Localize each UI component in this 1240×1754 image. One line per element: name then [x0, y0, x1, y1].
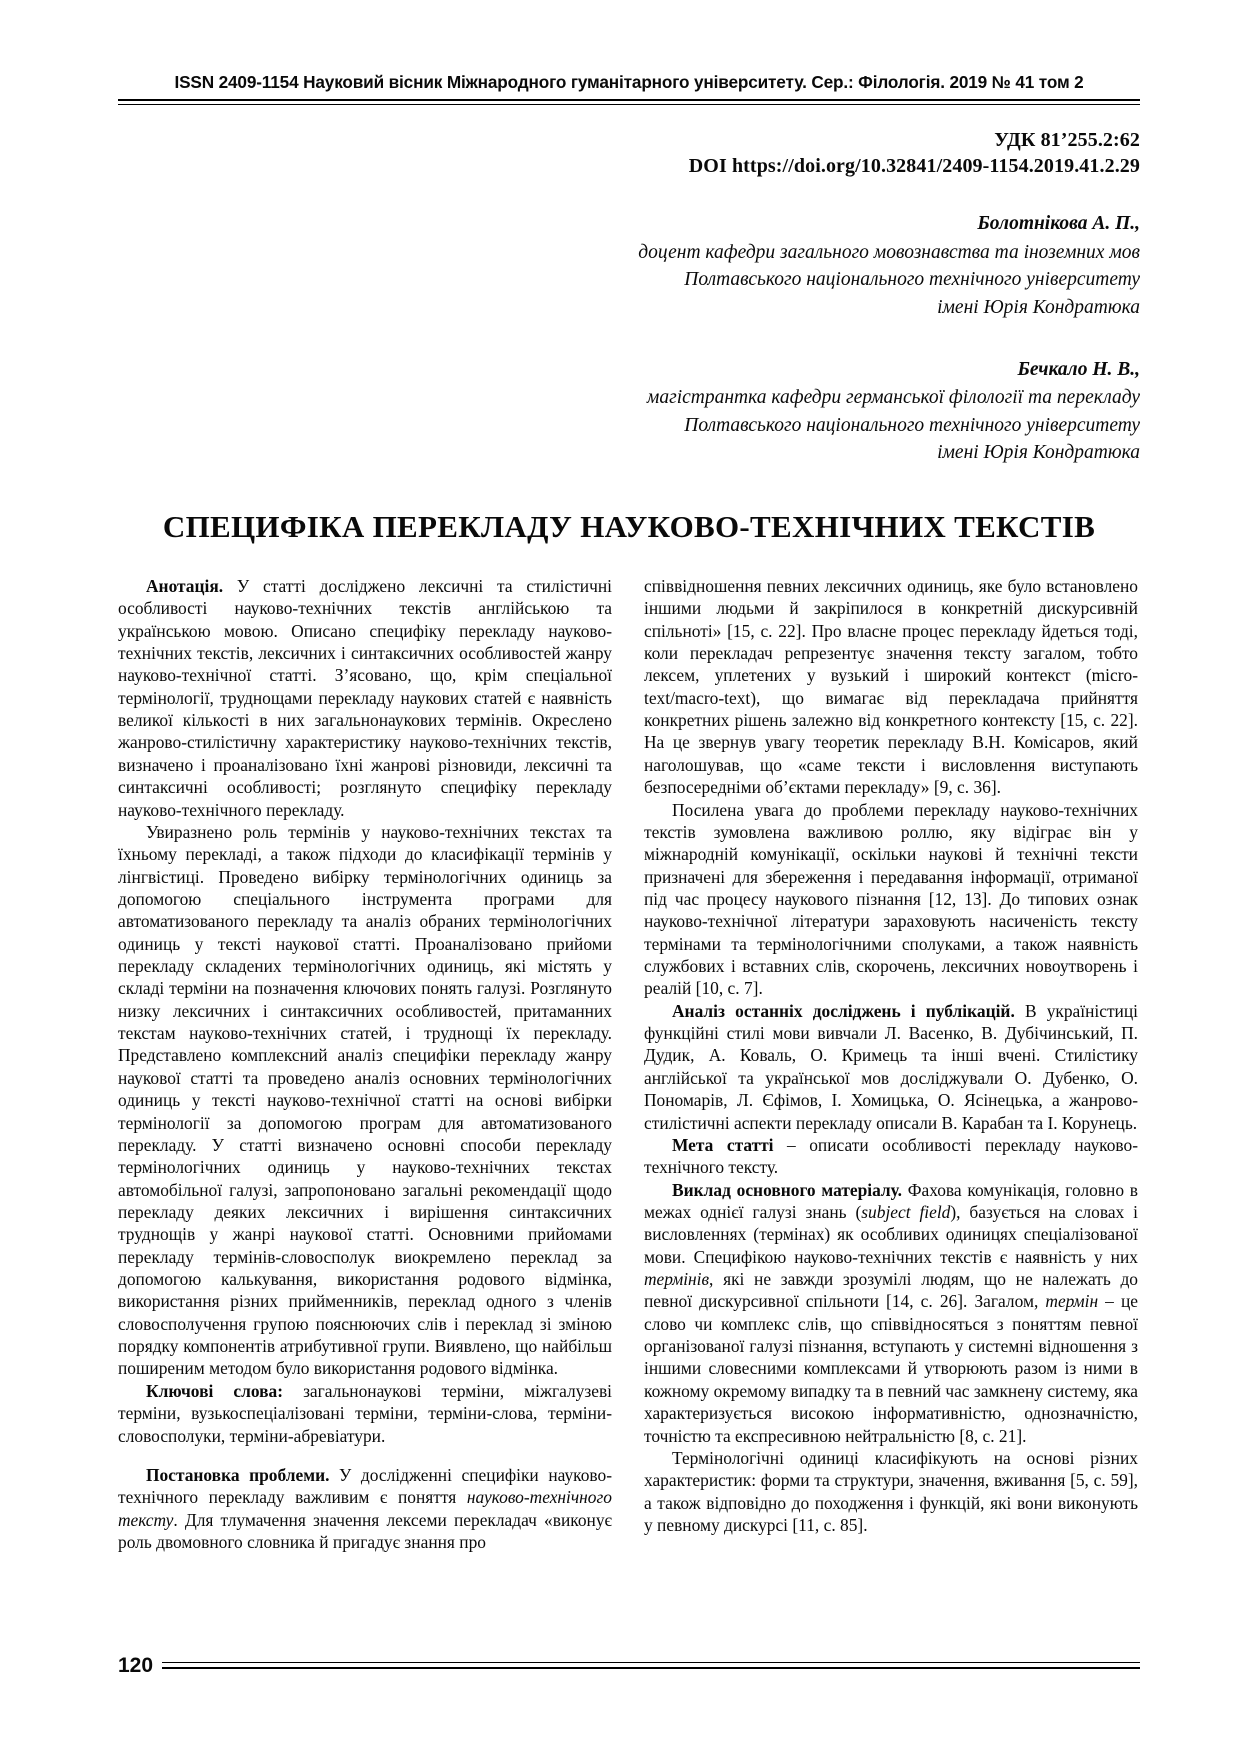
- article-body: [118, 575, 1140, 1553]
- right-paragraph-1: співвідношення певних лексичних одиниць, яке було встановлено іншими людьми й закріпилося в конкретній дискурсивній спільноті» [15, с. 22]. Про власне процес перекладу йдеться тоді, коли перекладач репрезентує значення тексту загалом, тобто лексем, уплетених у вузький і широкий контекст (micro-text/macro-text), що вимагає від перекладача прийняття конкретних рішень залежно від конкретного контексту [15, с. 22]. На це звернув увагу теоретик перекладу В.Н. Комісаров, який наголошував, що «саме тексти і висловлення виступають безпосередніми об’єктами перекладу» [9, с. 36].: [644, 575, 1138, 798]
- running-head: ISSN 2409-1154 Науковий вісник Міжнародного гуманітарного університету. Сер.: Філологія. 2019 № 41 том 2: [174, 72, 1084, 92]
- author-name: Болотнікова А. П.,: [977, 213, 1140, 235]
- author-affiliation-line: імені Юрія Кондратюка: [937, 442, 1140, 464]
- problem-statement-paragraph: [118, 1464, 612, 1553]
- main-text-d: – це слово чи комплекс слів, що співвідносяться з поняттям певної організованої галузі пізнання, вступають у системні відношення з іншими словесними комплексами й утворюють разом із ними в кожному окремому випадку та в певний час замкнену систему, яка характеризується високою інформативністю, однозначністю, точністю та експресивною нейтральністю [8, с. 21].: [644, 1291, 1138, 1446]
- abstract-paragraph-2: Увиразнено роль термінів у науково-технічних текстах та їхньому перекладі, а також підходи до класифікації термінів у лінгвістиці. Проведено вибірку термінологічних одиниць за допомогою спеціального інструмента програми для автоматизованого перекладу та аналіз обраних термінологічних одиниць у тексті наукової статті. Проаналізовано прийоми перекладу складених термінологічних одиниць, які містять у складі терміни на позначення ключових понять галузі. Розглянуто низку лексичних і синтаксичних особливостей, притаманних текстам науково-технічних статей, і труднощі їх перекладу. Представлено комплексний аналіз специфіки перекладу жанру наукової статті та проведено аналіз основних термінологічних одиниць у тексті науково-технічної статті на основі вибірки термінології за допомогою програм для автоматизованого перекладу. У статті визначено основні способи перекладу термінологічних одиниць у науково-технічних текстах автомобільної галузі, запропоновано загальні рекомендації щодо перекладу деяких лексичних і вирішення синтаксичних труднощів у жанрі наукової статті. Основними прийомами перекладу термінів-словосполук виокремлено переклад за допомогою калькування, використання родового відмінка, використання різних прийменників, переклад одного з членів словосполучення групою пояснюючих слів і переклад зі зміною порядку компонентів атрибутивної групи. Виявлено, що найбільш поширеним методом було використання родового відмінка.: [118, 821, 612, 1379]
- analysis-paragraph: [644, 1000, 1138, 1134]
- abstract-paragraph: [118, 575, 612, 821]
- keywords-text: загальнонаукові терміни, міжгалузеві терміни, вузькоспеціалізовані терміни, терміни-слова, терміни-словосполуки, терміни-абревіатури.: [118, 1380, 612, 1446]
- author-affiliation-line: Полтавського національного технічного університету: [684, 269, 1140, 291]
- left-column: [118, 575, 612, 1553]
- abstract-text: У статті досліджено лексичні та стилістичні особливості науково-технічних текстів англійською та українською мовою. Описано специфіку перекладу науково-технічних текстів, лексичних і синтаксичних особливостей жанру науково-технічної статті. З’ясовано, що, крім спеціальної термінології, труднощами перекладу наукових статей є наявність великої кількості в них загальнонаукових термінів. Окреслено жанрово-стилістичну характеристику науково-технічних текстів, визначено і проаналізовано їхні жанрові різновиди, лексичні та синтаксичні особливості; розглянуто специфіку перекладу науково-технічного перекладу.: [118, 575, 612, 820]
- problem-term-italic: науково-технічного тексту: [118, 1487, 612, 1530]
- author-name: Бечкало Н. В.,: [1017, 358, 1140, 380]
- abstract-label: Анотація.: [146, 575, 224, 596]
- right-paragraph-2: Посилена увага до проблеми перекладу науково-технічних текстів зумовлена важливою роллю, яку відіграє він у міжнародній комунікації, оскільки наукові й технічні тексти призначені для збереження і передавання інформації, отриманої під час процесу наукового пізнання [12, 13]. До типових ознак науково-технічної літератури зараховують насиченість тексту термінами та термінологічними сполуками, а також наявність службових і вставних слів, скорочень, лексичних новоутворень і реалій [10, с. 7].: [644, 799, 1138, 999]
- goal-text: – описати особливості перекладу науково-технічного тексту.: [644, 1134, 1139, 1178]
- author-affiliation-line: імені Юрія Кондратюка: [937, 296, 1140, 318]
- problem-statement-label: Постановка проблеми.: [146, 1464, 330, 1485]
- main-body-label: Виклад основного матеріалу.: [672, 1179, 902, 1200]
- problem-text-a: У дослідженні специфіки науково-технічного перекладу важливим є поняття: [118, 1464, 613, 1508]
- analysis-text: В україністиці функційні стилі мови вивчали Л. Васенко, В. Дубічинський, П. Дудик, А. Коваль, О. Кримець та інші вчені. Стилістику англійської та української мов досліджували О. Дубенко, О. Пономарів, Л. Єфімов, І. Хомицька, О. Ясінецька, а жанрово-стилістичні аспекти перекладу описали В. Карабан та І. Корунець.: [644, 1000, 1138, 1133]
- article-title: СПЕЦИФІКА ПЕРЕКЛАДУ НАУКОВО-ТЕХНІЧНИХ ТЕКСТІВ: [162, 508, 1096, 544]
- doi-code[interactable]: DOI https://doi.org/10.32841/2409-1154.2019.41.2.29: [688, 154, 1140, 177]
- main-text-c: , які не завжди зрозумілі людям, що не належать до певної дискурсивної спільноти [14, с. 26]. Загалом,: [644, 1269, 1138, 1312]
- author-affiliation-line: Полтавського національного технічного університету: [684, 414, 1140, 436]
- udk-code: УДК 81’255.2:62: [994, 128, 1140, 151]
- author-affiliation-line: доцент кафедри загального мовознавства та іноземних мов: [638, 241, 1140, 263]
- goal-label: Мета статті: [672, 1134, 774, 1155]
- page-footer: [118, 1655, 1140, 1676]
- term-terminy-italic: термінів: [644, 1269, 710, 1290]
- right-column: [644, 575, 1138, 1536]
- main-text-a: Фахова комунікація, головно в межах однієї галузі знань (: [644, 1179, 1138, 1222]
- page-number: 120: [118, 1654, 154, 1677]
- problem-text-b: . Для тлумачення значення лексеми перекладач «виконує роль двомовного словника й пригадує знання про: [118, 1509, 612, 1552]
- main-body-paragraph: [644, 1179, 1138, 1447]
- term-subject-field-italic: subject field: [861, 1201, 951, 1222]
- author-affiliation-line: магістрантка кафедри германської філології та перекладу: [646, 386, 1140, 408]
- right-paragraph-last: Термінологічні одиниці класифікують на основі різних характеристик: форми та структури, значення, вживання [5, с. 59], а також відповідно до походження і функцій, які вони виконують у певному дискурсі [11, с. 85].: [644, 1447, 1138, 1535]
- keywords-paragraph: [118, 1380, 612, 1447]
- goal-paragraph: [644, 1134, 1138, 1179]
- analysis-label: Аналіз останніх досліджень і публікацій.: [672, 1000, 1015, 1021]
- keywords-label: Ключові слова:: [146, 1380, 283, 1401]
- header-divider-rule: [118, 99, 1140, 105]
- term-termin-italic: термін: [1045, 1291, 1099, 1312]
- author-block-1: [118, 209, 1140, 321]
- identifiers-block: [118, 127, 1140, 180]
- author-block-2: [118, 355, 1140, 467]
- main-text-b: ), базується на словах і висловленнях (термінах) як особливих одиницях спеціалізованої мови. Специфікою науково-технічних текстів є наявність у них: [644, 1201, 1138, 1267]
- footer-divider-rule: [162, 1662, 1140, 1669]
